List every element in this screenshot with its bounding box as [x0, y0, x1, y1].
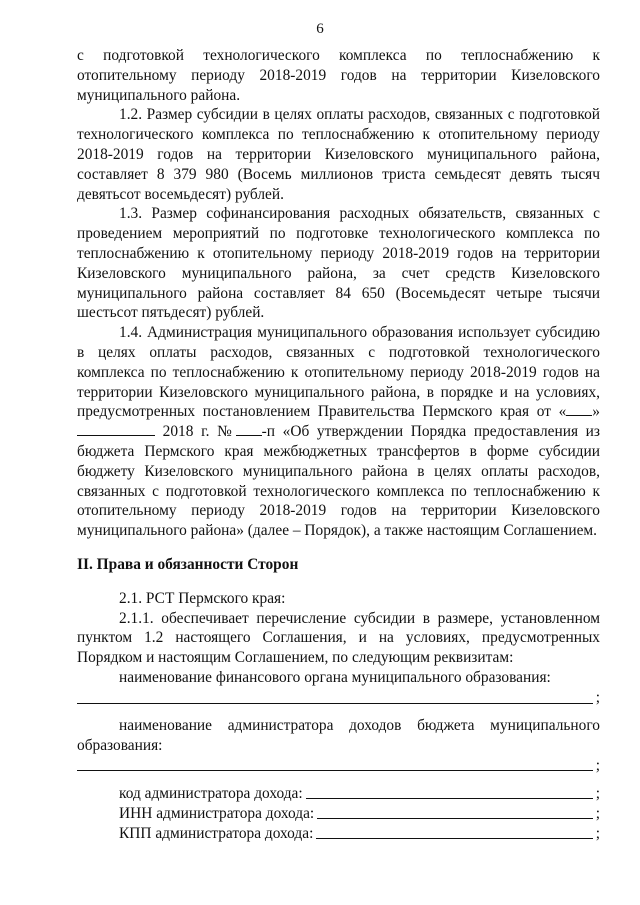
fin-org-underline — [77, 702, 593, 704]
paragraph-1-4-part-a: 1.4. Администрация муниципального образования использует субсидию в целях оплаты расходов, связанных с подготовкой технологического комплекса по теплоснабжению к отопительному периоду 2018-2019 годов на территории Кизеловского муниципального района, в порядке и на условиях, предусмотренных постановлением Правительства Пермского края от « — [77, 324, 600, 421]
fin-org-label: наименование финансового органа муниципального образования: — [119, 668, 551, 686]
paragraph-2-1-1: 2.1.1. обеспечивает перечисление субсидии в размере, установленном пунктом 1.2 настоящего Соглашения, и на условиях, предусмотренных Порядком и настоящим Соглашением, по следующим реквизитам: — [77, 609, 600, 667]
decree-number-blank — [236, 434, 262, 436]
semicolon: ; — [595, 824, 600, 842]
admin-label: наименование администратора доходов бюджета муниципального образования: — [77, 716, 600, 754]
code-label: код администратора дохода: — [119, 784, 303, 802]
admin-underline — [77, 769, 593, 771]
date-month-blank — [77, 434, 155, 436]
code-underline — [306, 797, 593, 799]
kpp-label: КПП администратора дохода: — [119, 824, 314, 842]
semicolon: ; — [595, 688, 600, 706]
inn-field[interactable] — [77, 803, 600, 823]
kpp-field[interactable] — [77, 823, 600, 843]
paragraph-1-3: 1.3. Размер софинансирования расходных обязательств, связанных с проведением мероприятий по подготовке технологического комплекса по теплоснабжению к отопительному периоду 2018-2019 годов на территории Кизеловского муниципального района, за счет средств Кизеловского муниципального района составляет 84 650 (Восемьдесят четыре тысячи шестьсот пятьдесят) рублей. — [77, 205, 600, 322]
inn-underline — [317, 817, 593, 819]
semicolon: ; — [595, 756, 600, 774]
paragraph-1-4-part-c: 2018 г. № — [162, 423, 236, 441]
paragraph-2-1: 2.1. РСТ Пермского края: — [119, 589, 286, 607]
document-body — [77, 46, 600, 843]
kpp-underline — [316, 837, 592, 839]
semicolon: ; — [595, 804, 600, 822]
date-day-blank — [566, 414, 592, 416]
code-field[interactable] — [77, 783, 600, 803]
fin-org-field[interactable] — [77, 688, 600, 708]
paragraph-1-4-part-d: -п «Об утверждении Порядка предоставления из бюджета Пермского края межбюджетных трансфертов в форме субсидии бюджету Кизеловского муниципального района в целях оплаты расходов, связанных с подготовкой технологического комплекса по теплоснабжению к отопительному периоду 2018-2019 годов на территории Кизеловского муниципального района» (далее – Порядок), а также настоящим Соглашением. — [77, 423, 600, 540]
admin-field[interactable] — [77, 755, 600, 775]
page-number: 6 — [316, 21, 324, 37]
inn-label: ИНН администратора дохода: — [119, 804, 315, 822]
paragraph-1-4-part-b: » — [592, 403, 600, 421]
paragraph-1-2: 1.2. Размер субсидии в целях оплаты расходов, связанных с подготовкой технологического комплекса по теплоснабжению к отопительному периоду 2018-2019 годов на территории Кизеловского муниципального района, составляет 8 379 980 (Восемь миллионов триста семьдесят девять тысяч девятьсот восемьдесят) рублей. — [77, 106, 600, 203]
paragraph-continuation: с подготовкой технологического комплекса по теплоснабжению к отопительному периоду 2018-2019 годов на территории Кизеловского муниципального района. — [77, 47, 600, 104]
section-heading: II. Права и обязанности Сторон — [77, 555, 299, 573]
semicolon: ; — [595, 784, 600, 802]
paragraph-1-4 — [77, 323, 600, 541]
